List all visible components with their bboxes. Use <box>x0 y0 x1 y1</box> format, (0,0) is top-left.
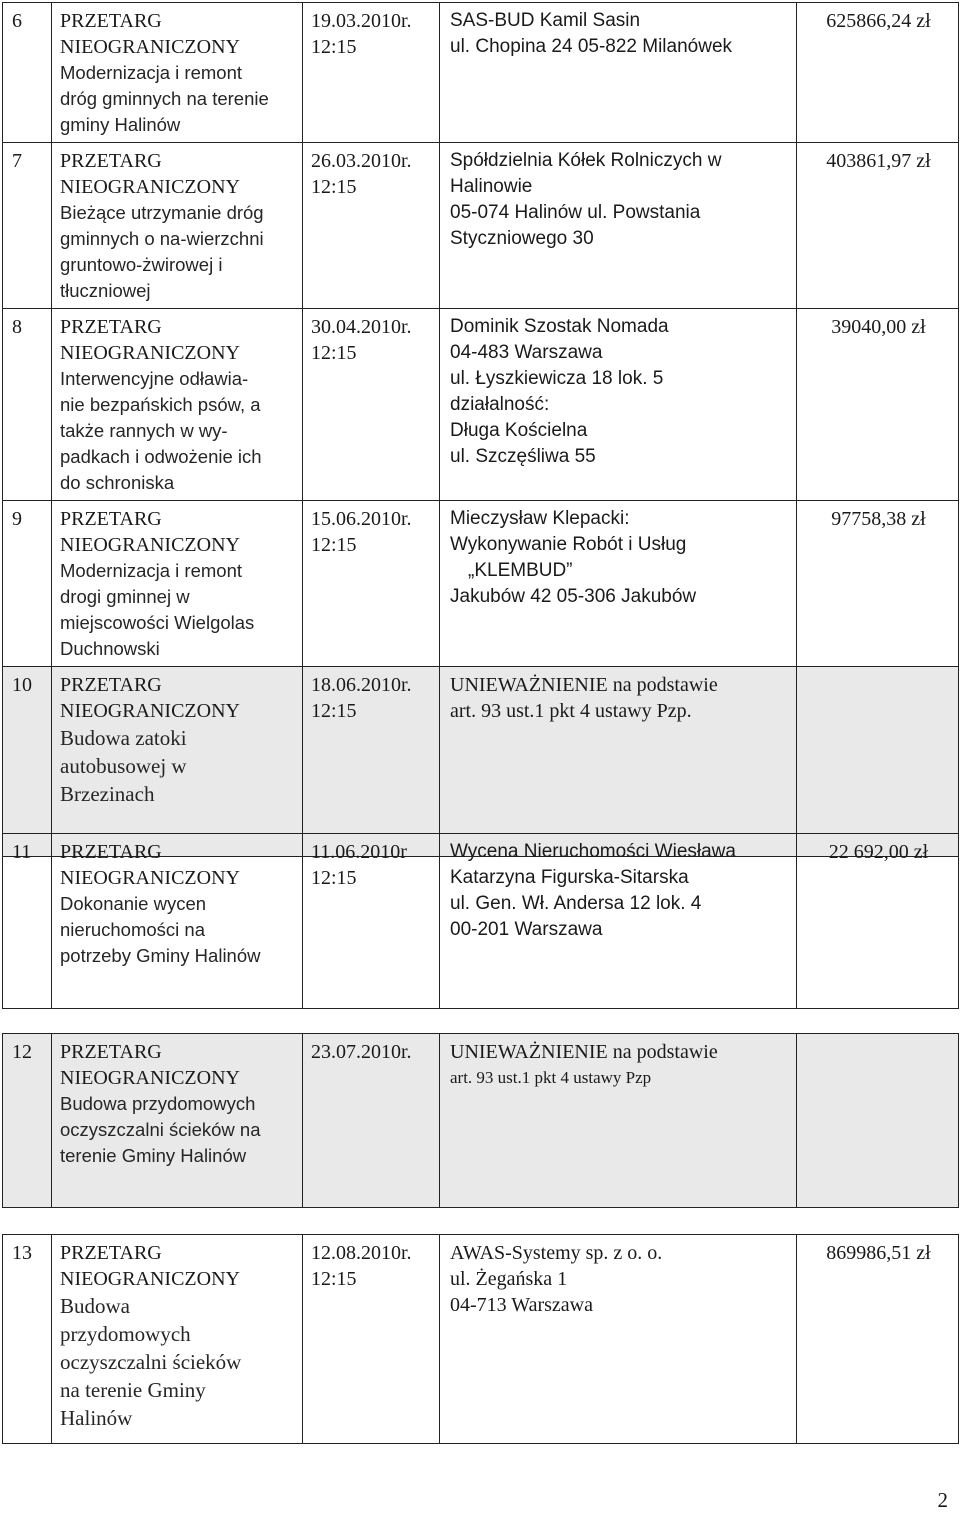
contractor-cell <box>440 3 797 143</box>
tender-cell <box>52 1034 303 1208</box>
tender-description: terenie Gminy Halinów <box>60 1145 247 1166</box>
contractor-cell <box>440 309 797 501</box>
contractor-line: 00-201 Warszawa <box>450 919 603 940</box>
contractor-line: ul. Gen. Wł. Andersa 12 lok. 4 <box>450 893 702 914</box>
contractor-line: Spółdzielnia Kółek Rolniczych w <box>450 150 722 171</box>
tender-description: na terenie Gminy <box>60 1378 206 1402</box>
tender-kind: NIEOGRANICZONY <box>60 1067 240 1089</box>
tender-time: 12:15 <box>311 36 357 58</box>
table-row <box>3 667 959 857</box>
tender-type: PRZETARG <box>60 316 162 338</box>
tender-description: Modernizacja i remont <box>60 560 242 581</box>
contractor-cell <box>440 1235 797 1444</box>
tender-description: Bieżące utrzymanie dróg <box>60 202 264 223</box>
tender-time: 12:15 <box>311 700 357 722</box>
tender-cell <box>52 1235 303 1444</box>
tender-description: drogi gminnej w <box>60 586 190 607</box>
contractor-line: 05-074 Halinów ul. Powstania <box>450 202 701 223</box>
row-number: 9 <box>3 501 52 667</box>
tender-time: 12:15 <box>311 342 357 364</box>
contractor-line: 04-713 Warszawa <box>450 1294 593 1316</box>
contract-value: 403861,97 zł <box>797 143 959 309</box>
contract-value: 869986,51 zł <box>797 1235 959 1444</box>
contractor-line: art. 93 ust.1 pkt 4 ustawy Pzp. <box>450 700 692 722</box>
tender-description: Halinów <box>60 1406 133 1430</box>
tender-table-row-12 <box>2 1033 959 1208</box>
tender-date: 11.06.2010r <box>311 841 407 863</box>
contract-value: 22 692,00 zł <box>797 834 959 1009</box>
tender-type: PRZETARG <box>60 674 162 696</box>
contractor-line: ul. Chopina 24 05-822 Milanówek <box>450 36 733 57</box>
row-number: 10 <box>3 667 52 857</box>
page-number: 2 <box>937 1488 948 1512</box>
contractor-line: Jakubów 42 05-306 Jakubów <box>450 586 697 607</box>
tender-description: Dokonanie wycen <box>60 893 207 914</box>
tender-description: Budowa zatoki <box>60 726 187 750</box>
row-number: 7 <box>3 143 52 309</box>
tender-kind: NIEOGRANICZONY <box>60 534 240 556</box>
tender-table-main <box>2 2 959 857</box>
tender-kind: NIEOGRANICZONY <box>60 700 240 722</box>
tender-date: 30.04.2010r. <box>311 316 412 338</box>
tender-kind: NIEOGRANICZONY <box>60 176 240 198</box>
tender-date: 26.03.2010r. <box>311 150 412 172</box>
tender-description: Brzezinach <box>60 782 155 806</box>
contractor-line: Katarzyna Figurska-Sitarska <box>450 867 689 888</box>
contractor-line: Długa Kościelna <box>450 420 588 441</box>
tender-description: gminy Halinów <box>60 114 181 135</box>
contractor-line: Mieczysław Klepacki: <box>450 508 630 529</box>
contractor-cell <box>440 667 797 857</box>
contractor-line: AWAS-Systemy sp. z o. o. <box>450 1242 663 1264</box>
tender-date: 19.03.2010r. <box>311 10 412 32</box>
tender-description: nie bezpańskich psów, a <box>60 394 261 415</box>
contract-value: 97758,38 zł <box>797 501 959 667</box>
tender-description: Interwencyjne odławia- <box>60 368 249 389</box>
contractor-cell <box>440 501 797 667</box>
contractor-line: „KLEMBUD” <box>468 560 573 581</box>
tender-description: Budowa <box>60 1294 130 1318</box>
tender-description: dróg gminnych na terenie <box>60 88 269 109</box>
tender-cell <box>52 309 303 501</box>
contractor-line: Wycena Nieruchomości Wiesława <box>450 841 736 862</box>
tender-table-row-13 <box>2 1234 959 1444</box>
contractor-line: ul. Żegańska 1 <box>450 1268 568 1290</box>
date-cell <box>303 143 440 309</box>
contractor-line: UNIEWAŻNIENIE na podstawie <box>450 1041 718 1063</box>
contractor-line: ul. Szczęśliwa 55 <box>450 446 596 467</box>
table-row <box>3 309 959 501</box>
tender-type: PRZETARG <box>60 508 162 530</box>
contractor-line: Dominik Szostak Nomada <box>450 316 669 337</box>
contract-value: 625866,24 zł <box>797 3 959 143</box>
tender-description: tłuczniowej <box>60 280 151 301</box>
row-number: 8 <box>3 309 52 501</box>
contract-value <box>797 667 959 857</box>
row-number: 13 <box>3 1235 52 1444</box>
tender-kind: NIEOGRANICZONY <box>60 36 240 58</box>
table-row <box>3 1235 959 1444</box>
row-number: 6 <box>3 3 52 143</box>
tender-time: 12:15 <box>311 867 357 889</box>
tender-time: 12:15 <box>311 176 357 198</box>
contractor-cell <box>440 1034 797 1208</box>
contractor-line: działalność: <box>450 394 550 415</box>
contractor-line: Styczniowego 30 <box>450 228 594 249</box>
tender-description: także rannych w wy- <box>60 420 228 441</box>
date-cell <box>303 3 440 143</box>
tender-description: miejscowości Wielgolas <box>60 612 255 633</box>
tender-date: 15.06.2010r. <box>311 508 412 530</box>
tender-date: 12.08.2010r. <box>311 1242 412 1264</box>
contractor-line: ul. Łyszkiewicza 18 lok. 5 <box>450 368 664 389</box>
date-cell <box>303 309 440 501</box>
tender-type: PRZETARG <box>60 1041 162 1063</box>
contractor-line: UNIEWAŻNIENIE na podstawie <box>450 674 718 696</box>
tender-type: PRZETARG <box>60 1242 162 1264</box>
tender-cell <box>52 143 303 309</box>
tender-time: 12:15 <box>311 1268 357 1290</box>
contractor-line: SAS-BUD Kamil Sasin <box>450 10 641 31</box>
table-row <box>3 143 959 309</box>
contractor-line: Wykonywanie Robót i Usług <box>450 534 687 555</box>
table-row <box>3 1034 959 1208</box>
tender-type: PRZETARG <box>60 150 162 172</box>
date-cell <box>303 834 440 1009</box>
tender-description: Duchnowski <box>60 638 160 659</box>
date-cell <box>303 1235 440 1444</box>
tender-description: przydomowych <box>60 1322 191 1346</box>
tender-description: oczyszczalni ścieków <box>60 1350 242 1374</box>
tender-description: Budowa przydomowych <box>60 1093 256 1114</box>
tender-date: 23.07.2010r. <box>311 1041 412 1063</box>
tender-cell <box>52 834 303 1009</box>
tender-type: PRZETARG <box>60 10 162 32</box>
contractor-cell <box>440 143 797 309</box>
tender-description: autobusowej w <box>60 754 187 778</box>
tender-description: gminnych o na-wierzchni <box>60 228 264 249</box>
row-number: 11 <box>3 834 52 1009</box>
table-row <box>3 3 959 143</box>
tender-description: Modernizacja i remont <box>60 62 242 83</box>
tender-cell <box>52 501 303 667</box>
tender-time: 12:15 <box>311 534 357 556</box>
tender-description: padkach i odwożenie ich <box>60 446 262 467</box>
contractor-line: 04-483 Warszawa <box>450 342 603 363</box>
date-cell <box>303 1034 440 1208</box>
tender-description: gruntowo-żwirowej i <box>60 254 223 275</box>
tender-type: PRZETARG <box>60 841 162 863</box>
date-cell <box>303 667 440 857</box>
table-row <box>3 834 959 1009</box>
tender-date: 18.06.2010r. <box>311 674 412 696</box>
tender-description: nieruchomości na <box>60 919 205 940</box>
tender-kind: NIEOGRANICZONY <box>60 867 240 889</box>
tender-description: oczyszczalni ścieków na <box>60 1119 261 1140</box>
table-row <box>3 501 959 667</box>
tender-description: do schroniska <box>60 472 175 493</box>
tender-table-row-11 <box>2 833 959 1009</box>
tender-description: potrzeby Gminy Halinów <box>60 945 261 966</box>
tender-cell <box>52 667 303 857</box>
contract-value <box>797 1034 959 1208</box>
contractor-line: art. 93 ust.1 pkt 4 ustawy Pzp <box>450 1068 652 1087</box>
tender-kind: NIEOGRANICZONY <box>60 342 240 364</box>
tender-kind: NIEOGRANICZONY <box>60 1268 240 1290</box>
date-cell <box>303 501 440 667</box>
contractor-cell <box>440 834 797 1009</box>
tender-cell <box>52 3 303 143</box>
contract-value: 39040,00 zł <box>797 309 959 501</box>
contractor-line: Halinowie <box>450 176 533 197</box>
row-number: 12 <box>3 1034 52 1208</box>
